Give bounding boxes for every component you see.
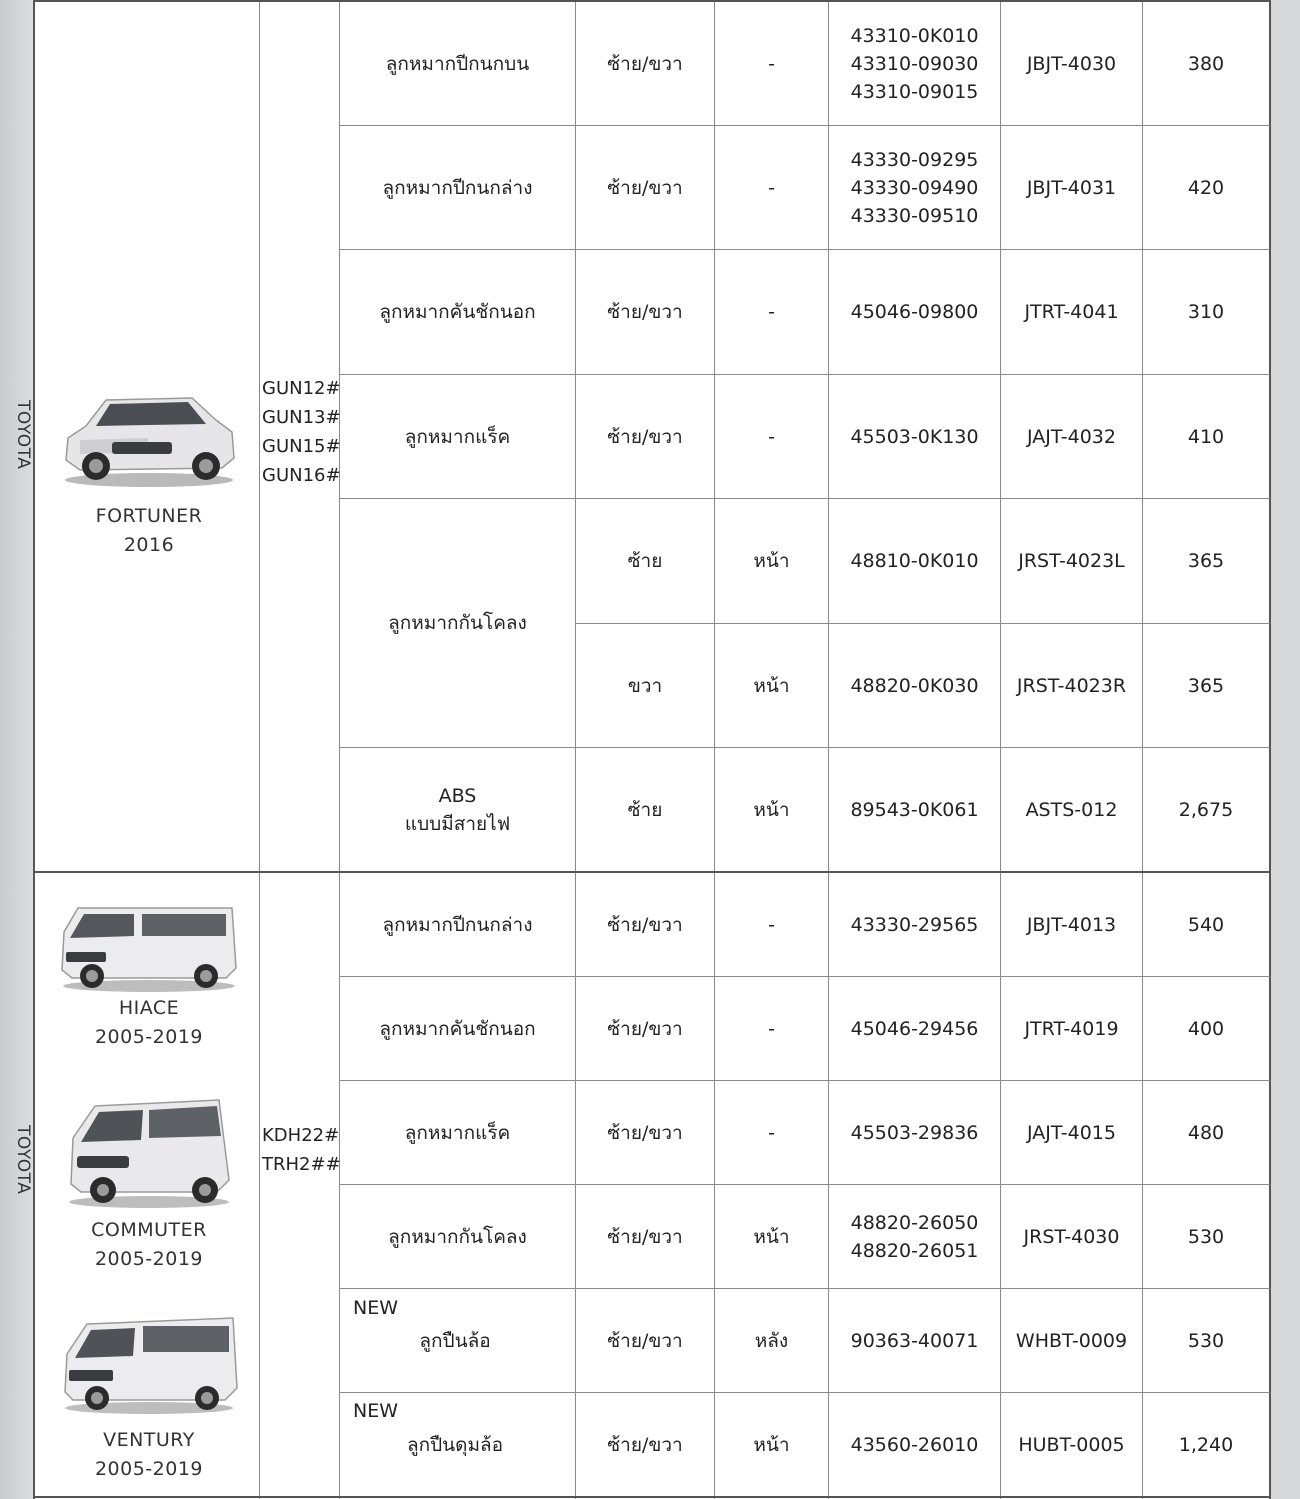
position-cell: - xyxy=(768,425,775,448)
oem-number-cell: 45503-0K130 xyxy=(850,425,979,448)
part-code-cell: ASTS-012 xyxy=(1025,798,1118,821)
side-cell: ซ้าย/ขวา xyxy=(607,1017,683,1040)
price-cell: 530 xyxy=(1187,1225,1225,1248)
part-name-cell: ลูกหมากปีกนกล่าง xyxy=(382,913,533,936)
vehicle-hiace xyxy=(40,898,258,1052)
position-cell: - xyxy=(768,301,775,323)
position-cell: - xyxy=(768,176,775,199)
model-codes xyxy=(262,374,341,490)
model-code: GUN13# xyxy=(262,407,341,428)
oem-number-cell: 45046-29456 xyxy=(850,1017,979,1040)
price-cell: 310 xyxy=(1187,301,1225,323)
model-code: TRH2## xyxy=(262,1154,341,1175)
price-cell: 2,675 xyxy=(1178,798,1234,821)
grid-line xyxy=(33,1496,1271,1498)
price-cell: 540 xyxy=(1187,913,1225,936)
oem-number-cell: 89543-0K061 xyxy=(850,798,979,821)
side-cell: ซ้าย/ขวา xyxy=(607,176,683,199)
van-illustration-icon xyxy=(61,1092,237,1210)
side-cell: ซ้าย/ขวา xyxy=(607,425,683,448)
price-cell: 420 xyxy=(1187,176,1225,199)
side-cell: ซ้าย xyxy=(627,798,663,821)
oem-number-cell: 48820-0K030 xyxy=(850,674,979,697)
vehicle-years: 2005-2019 xyxy=(94,1458,204,1480)
oem-number-cell: 48820-26050 48820-26051 xyxy=(850,1211,979,1262)
part-name-cell: ลูกหมากแร็ค xyxy=(404,1121,511,1144)
part-code-cell: HUBT-0005 xyxy=(1018,1433,1125,1456)
model-code: GUN12# xyxy=(262,378,341,399)
brand-label: TOYOTA xyxy=(13,1125,33,1195)
side-cell: ขวา xyxy=(627,674,663,697)
van-illustration-icon xyxy=(54,898,244,994)
part-code-cell: JBJT-4013 xyxy=(1026,913,1117,936)
vehicle-name: FORTUNER xyxy=(95,505,203,527)
oem-number-cell: 48810-0K010 xyxy=(850,550,979,572)
side-cell: ซ้าย xyxy=(627,550,663,572)
position-cell: - xyxy=(768,913,775,936)
price-cell: 380 xyxy=(1187,52,1225,75)
side-cell: ซ้าย/ขวา xyxy=(607,913,683,936)
new-badge: NEW xyxy=(353,1400,399,1422)
position-cell: หลัง xyxy=(754,1329,789,1352)
position-cell: หน้า xyxy=(753,798,790,821)
price-cell: 410 xyxy=(1187,425,1225,448)
grid-line xyxy=(33,0,35,1499)
price-cell: 1,240 xyxy=(1178,1433,1234,1456)
position-cell: - xyxy=(768,1121,775,1144)
position-cell: หน้า xyxy=(753,1433,790,1456)
suv-illustration-icon xyxy=(56,378,242,490)
oem-number-cell: 43560-26010 xyxy=(850,1433,979,1456)
part-name-cell: ลูกปืนล้อ xyxy=(419,1329,491,1352)
model-code: GUN15# xyxy=(262,436,341,457)
vehicle-years: 2005-2019 xyxy=(94,1026,204,1048)
side-cell: ซ้าย/ขวา xyxy=(607,52,683,75)
side-cell: ซ้าย/ขวา xyxy=(607,1121,683,1144)
vehicle-ventury xyxy=(40,1312,258,1484)
part-name-cell: ลูกหมากคันชักนอก xyxy=(379,1017,536,1040)
vehicle-commuter xyxy=(40,1092,258,1274)
part-code-cell: WHBT-0009 xyxy=(1015,1329,1128,1352)
model-codes xyxy=(262,1121,341,1179)
price-cell: 530 xyxy=(1187,1329,1225,1352)
position-cell: - xyxy=(768,1017,775,1040)
side-cell: ซ้าย/ขวา xyxy=(607,301,683,323)
price-cell: 400 xyxy=(1187,1017,1225,1040)
part-code-cell: JTRT-4041 xyxy=(1024,301,1119,323)
part-code-cell: JTRT-4019 xyxy=(1024,1017,1119,1040)
model-code: KDH22# xyxy=(262,1125,340,1146)
grid-line xyxy=(1269,0,1271,1499)
part-code-cell: JRST-4023L xyxy=(1018,550,1125,572)
part-code-cell: JAJT-4032 xyxy=(1027,425,1116,448)
side-cell: ซ้าย/ขวา xyxy=(607,1433,683,1456)
oem-number-cell: 45046-09800 xyxy=(850,301,979,323)
vehicle-name: COMMUTER xyxy=(91,1219,207,1241)
brand-label: TOYOTA xyxy=(13,400,33,470)
part-name-cell: ลูกหมากกันโคลง xyxy=(388,1225,527,1248)
oem-number-cell: 45503-29836 xyxy=(850,1121,979,1144)
grid-line xyxy=(259,0,260,1499)
vehicle-name: HIACE xyxy=(118,997,180,1019)
oem-number-cell: 43330-09295 43330-09490 43330-09510 xyxy=(850,148,979,227)
vehicle-fortuner xyxy=(40,378,258,560)
oem-number-cell: 43310-0K010 43310-09030 43310-09015 xyxy=(850,24,979,103)
vehicle-years: 2016 xyxy=(123,534,175,556)
part-name-cell: ลูกหมากปีกนกล่าง xyxy=(382,176,533,199)
model-code: GUN16# xyxy=(262,465,341,486)
position-cell: หน้า xyxy=(753,1225,790,1248)
part-code-cell: JBJT-4030 xyxy=(1026,52,1117,75)
side-cell: ซ้าย/ขวา xyxy=(607,1225,683,1248)
position-cell: หน้า xyxy=(753,550,790,572)
price-cell: 365 xyxy=(1187,674,1225,697)
new-badge: NEW xyxy=(353,1297,399,1319)
part-code-cell: JAJT-4015 xyxy=(1027,1121,1116,1144)
part-name-cell: ลูกหมากคันชักนอก xyxy=(379,301,536,323)
vehicle-years: 2005-2019 xyxy=(94,1248,204,1270)
part-name-cell: ลูกหมากกันโคลง xyxy=(388,612,527,634)
part-name-cell: ABS แบบมีสายไฟ xyxy=(404,784,511,835)
van-illustration-icon xyxy=(57,1312,241,1416)
part-name-cell: ลูกหมากแร็ค xyxy=(404,425,511,448)
price-cell: 480 xyxy=(1187,1121,1225,1144)
position-cell: - xyxy=(768,52,775,75)
part-code-cell: JRST-4030 xyxy=(1023,1225,1120,1248)
side-cell: ซ้าย/ขวา xyxy=(607,1329,683,1352)
part-name-cell: ลูกปืนดุมล้อ xyxy=(406,1433,504,1456)
vehicle-name: VENTURY xyxy=(103,1429,195,1451)
part-name-cell: ลูกหมากปีกนกบน xyxy=(385,52,530,75)
left-sidebar xyxy=(0,0,33,1499)
part-code-cell: JRST-4023R xyxy=(1016,674,1127,697)
part-code-cell: JBJT-4031 xyxy=(1026,176,1117,199)
position-cell: หน้า xyxy=(753,674,790,697)
oem-number-cell: 43330-29565 xyxy=(850,913,979,936)
oem-number-cell: 90363-40071 xyxy=(850,1329,979,1352)
price-cell: 365 xyxy=(1187,550,1225,572)
